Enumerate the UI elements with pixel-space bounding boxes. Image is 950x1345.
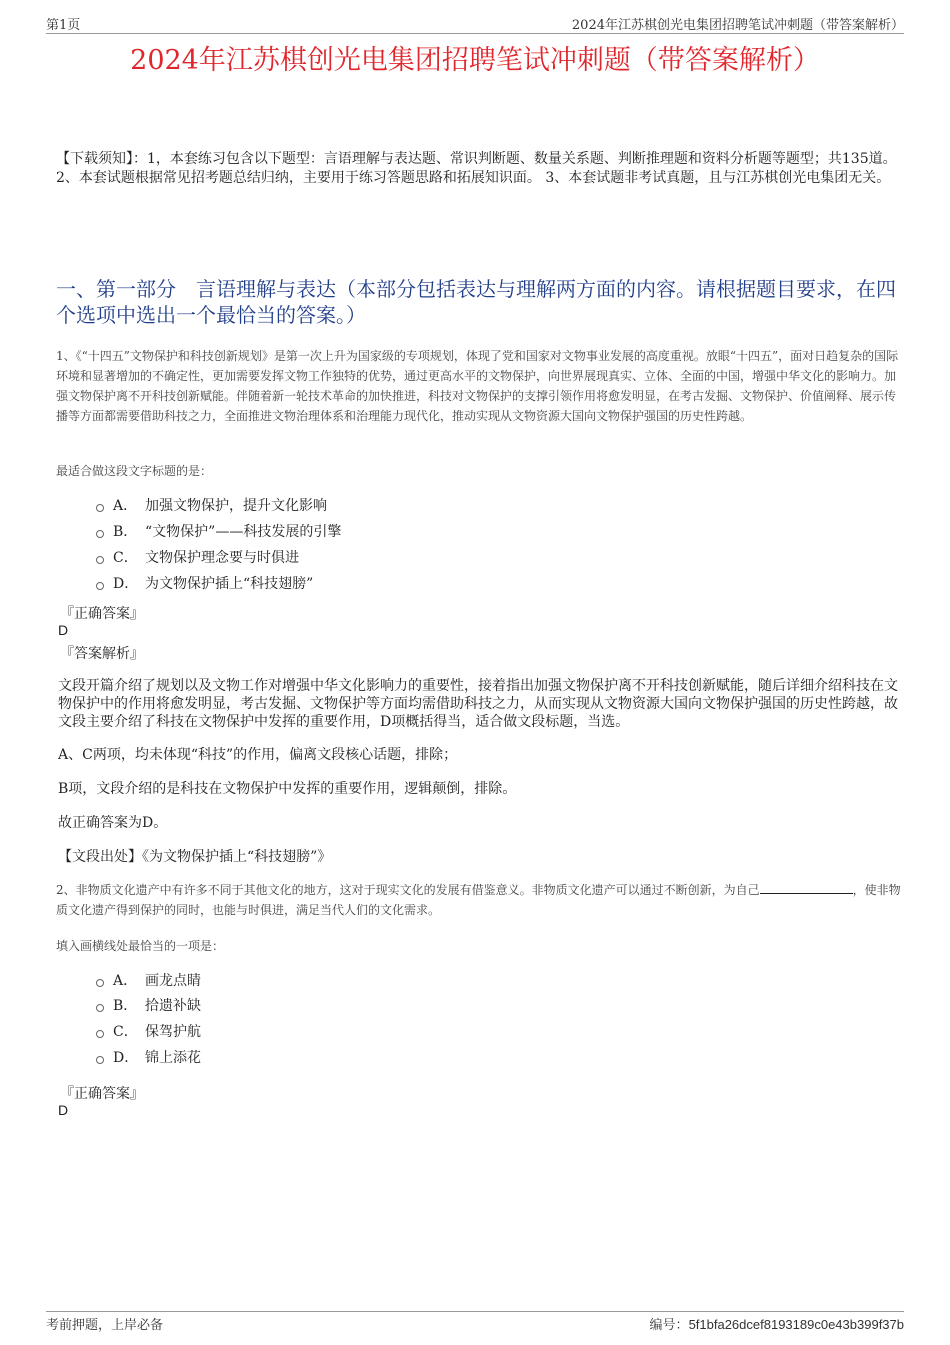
analysis-paragraph: B项，文段介绍的是科技在文物保护中发挥的重要作用，逻辑颠倒，排除。 [58, 781, 517, 797]
radio-icon[interactable] [96, 979, 104, 987]
option-text: 为文物保护插上“科技翅膀” [145, 576, 314, 592]
option-letter: C． [113, 1024, 138, 1040]
option-text: 文物保护理念要与时俱进 [145, 550, 299, 566]
question-2-text-before: 2、非物质文化遗产中有许多不同于其他文化的地方，这对于现实文化的发展有借鉴意义。非物质文化遗产可以通过不断创新，为自己 [56, 883, 760, 897]
option-letter: D． [113, 1050, 139, 1066]
question-1-text: 1、《“十四五”文物保护和科技创新规划》是第一次上升为国家级的专项规划，体现了党和国家对文物事业发展的高度重视。放眼“十四五”，面对日趋复杂的国际环境和显著增加的不确定性，更加需要发挥文物工作独特的优势，通过更高水平的文物保护，向世界展现真实、立体、全面的中国，增强中华文化的影响力。加强文物保护离不开科技创新赋能。伴随着新一轮技术革命的加快推进，科技对文物保护的支撑引领作用将愈发明显，在考古发掘、文物保护、价值阐释、展示传播等方面都需要借助科技之力，全面推进文物治理体系和治理能力现代化，推动实现从文物资源大国向文物保护强国的历史性跨越。 [56, 349, 899, 423]
fill-blank [760, 881, 853, 894]
page-number: 第1页 [46, 18, 81, 33]
option-text: 画龙点睛 [145, 973, 201, 989]
answer-value: D [58, 622, 69, 638]
question-2-text-after: ，使非物质文化遗产得到保护的同时，也能与时俱进，满足当代人们的文化需求。 [56, 883, 901, 917]
option-letter: D． [113, 576, 139, 592]
option-text: “文物保护”——科技发展的引擎 [145, 524, 342, 540]
document-title: 2024年江苏棋创光电集团招聘笔试冲刺题（带答案解析） [130, 45, 820, 76]
question-2-text [56, 880, 902, 920]
radio-icon[interactable] [96, 530, 104, 538]
question-2-prompt: 填入画横线处最恰当的一项是： [56, 939, 225, 953]
radio-icon[interactable] [96, 1004, 104, 1012]
footer-slogan: 考前押题，上岸必备 [46, 1318, 164, 1333]
question-1-option-a[interactable] [96, 496, 327, 516]
option-letter: A． [113, 973, 138, 989]
running-title: 2024年江苏棋创光电集团招聘笔试冲刺题（带答案解析） [571, 18, 904, 33]
radio-icon[interactable] [96, 556, 104, 564]
question-2-option-c[interactable] [96, 1022, 201, 1042]
option-text: 锦上添花 [145, 1050, 201, 1066]
header-divider [46, 33, 904, 34]
analysis-paragraph: 文段开篇介绍了规划以及文物工作对增强中华文化影响力的重要性，接着指出加强文物保护离不开科技创新赋能，随后详细介绍科技在文物保护中的作用将愈发明显，考古发掘、文物保护等方面均需借助科技之力，从而实现从文物资源大国向文物保护强国的历史性跨越，故文段主要介绍了科技在文物保护中发挥的重要作用，D项概括得当，适合做文段标题，当选。 [58, 678, 898, 730]
answer-label: 『正确答案』 [60, 1086, 144, 1102]
option-text: 拾遗补缺 [145, 998, 201, 1014]
download-notice: 【下载须知】：1，本套练习包含以下题型：言语理解与表达题、常识判断题、数量关系题、判断推理题和资料分析题等题型；共135道。 2、本套试题根据常见招考题总结归纳，主要用于练习答题思路和拓展知识面。 3、本套试题非考试真题，且与江苏棋创光电集团无关。 [56, 151, 897, 186]
footer-divider [46, 1311, 904, 1312]
answer-value: D [58, 1102, 69, 1118]
question-1-option-d[interactable] [96, 574, 313, 594]
radio-icon[interactable] [96, 582, 104, 590]
section-heading: 一、第一部分 言语理解与表达（本部分包括表达与理解两方面的内容。请根据题目要求，在四个选项中选出一个最恰当的答案。） [56, 277, 896, 327]
option-text: 加强文物保护，提升文化影响 [145, 498, 327, 514]
analysis-label: 『答案解析』 [60, 646, 144, 662]
analysis-paragraph: 故正确答案为D。 [58, 815, 168, 831]
document-code [650, 1314, 904, 1333]
question-1-prompt: 最适合做这段文字标题的是： [56, 464, 213, 478]
answer-label: 『正确答案』 [60, 606, 144, 622]
question-2-option-d[interactable] [96, 1048, 201, 1068]
analysis-paragraph: A、C两项，均未体现“科技”的作用，偏离文段核心话题，排除； [58, 747, 458, 763]
question-1-option-c[interactable] [96, 548, 299, 568]
question-2-option-a[interactable] [96, 971, 201, 991]
radio-icon[interactable] [96, 1056, 104, 1064]
question-2-option-b[interactable] [96, 996, 201, 1016]
option-letter: A． [113, 498, 138, 514]
source-citation: 【文段出处】《为文物保护插上“科技翅膀”》 [58, 849, 332, 865]
document-code-value: 5f1bfa26dcef8193189c0e43b399f37b [688, 1317, 904, 1332]
option-letter: B． [113, 998, 138, 1014]
radio-icon[interactable] [96, 1030, 104, 1038]
question-1-option-b[interactable] [96, 522, 341, 542]
option-text: 保驾护航 [145, 1024, 201, 1040]
option-letter: B． [113, 524, 138, 540]
document-code-label: 编号： [649, 1318, 689, 1333]
radio-icon[interactable] [96, 504, 104, 512]
option-letter: C． [113, 550, 138, 566]
